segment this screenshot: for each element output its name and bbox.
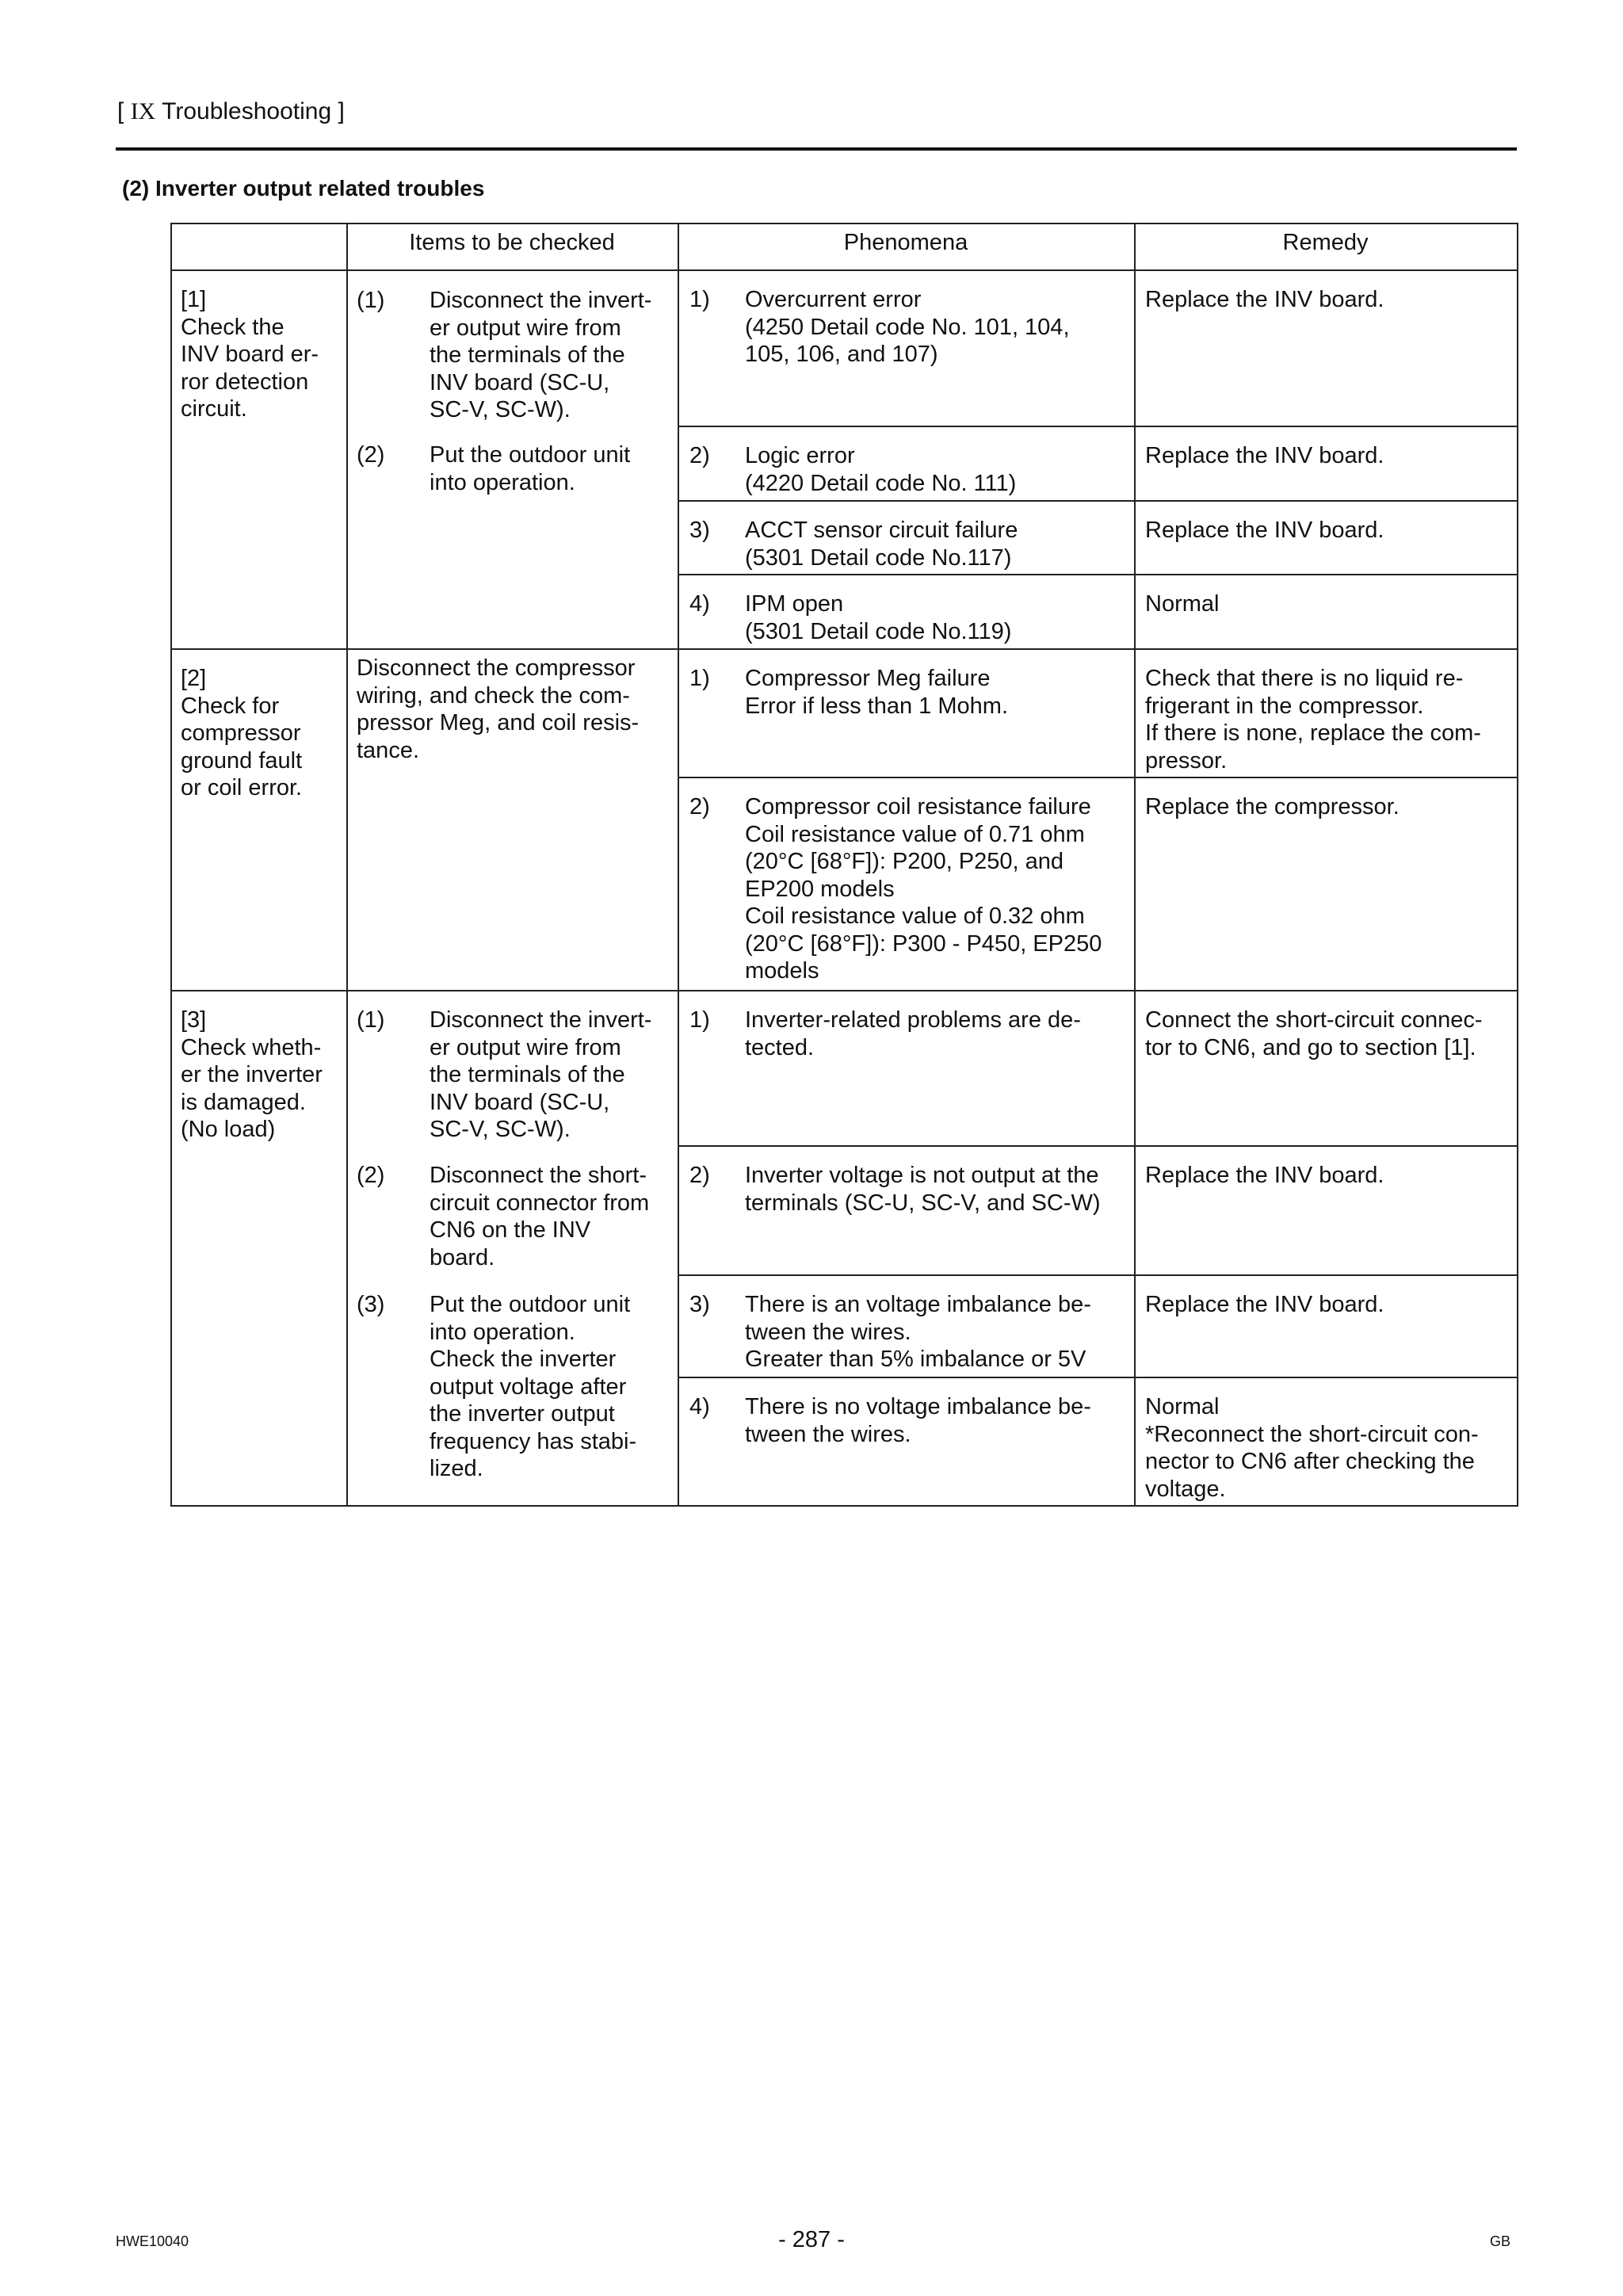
phenomenon-number: 3) — [689, 518, 710, 543]
remedy-text: Replace the INV board. — [1145, 1163, 1384, 1188]
header-bracket-open: [ — [117, 98, 124, 124]
phenomenon-text: Inverter-related problems are de- tected. — [745, 1007, 1081, 1060]
group-border — [170, 648, 1518, 650]
row-border — [678, 426, 1518, 427]
column-header: Phenomena — [843, 230, 968, 255]
remedy-text: Replace the INV board. — [1145, 443, 1384, 468]
header-row-border — [170, 269, 1518, 271]
row-border — [678, 1377, 1518, 1378]
phenomenon-text: There is no voltage imbalance be- tween the wires. — [745, 1394, 1091, 1447]
phenomenon-text: Logic error (4220 Detail code No. 111) — [745, 443, 1017, 496]
phenomenon-number: 1) — [689, 666, 710, 691]
phenomenon-text: There is an voltage imbalance be- tween the wires. Greater than 5% imbalance or 5V — [745, 1292, 1091, 1372]
chapter-number: IX — [130, 98, 156, 124]
row-border — [678, 1274, 1518, 1276]
item-text: Disconnect the short- circuit connector from CN6 on the INV board. — [430, 1163, 650, 1270]
item-number: (2) — [357, 442, 385, 468]
column-divider — [1517, 223, 1518, 1507]
remedy-text: Replace the INV board. — [1145, 1292, 1384, 1317]
remedy-text: Replace the compressor. — [1145, 794, 1400, 819]
phenomenon-text: IPM open (5301 Detail code No.119) — [745, 591, 1012, 644]
row-border — [678, 574, 1518, 575]
chapter-title: Troubleshooting — [162, 98, 332, 124]
item-text: Disconnect the invert- er output wire from the terminals of the INV board (SC-U, SC-V, SC-W). — [430, 288, 652, 422]
header-bracket-close: ] — [338, 98, 345, 124]
row-border — [678, 777, 1518, 778]
row-border — [678, 1145, 1518, 1147]
phenomenon-number: 4) — [689, 1394, 710, 1419]
item-text: Put the outdoor unit into operation. — [430, 442, 631, 495]
check-step-label: [1] Check the INV board er- ror detection circuit. — [181, 287, 319, 422]
remedy-text: Normal — [1145, 591, 1220, 617]
column-divider — [170, 223, 172, 1507]
region-code: GB — [1490, 2233, 1511, 2249]
check-step-label: [2] Check for compressor ground fault or coil error. — [181, 666, 303, 800]
column-header: Remedy — [1282, 230, 1369, 255]
table-bottom-border — [170, 1505, 1518, 1507]
row-border — [678, 500, 1518, 502]
item-text: Put the outdoor unit into operation. Check the inverter output voltage after the inverter output frequency has stabi- lized. — [430, 1292, 637, 1481]
section-title: (2) Inverter output related troubles — [122, 176, 485, 201]
column-divider — [1134, 223, 1136, 1507]
phenomenon-number: 1) — [689, 287, 710, 312]
phenomenon-text: ACCT sensor circuit failure (5301 Detail code No.117) — [745, 518, 1018, 571]
remedy-text: Check that there is no liquid re- frigerant in the compressor. If there is none, replace the com- pressor. — [1145, 666, 1481, 774]
phenomenon-number: 3) — [689, 1292, 710, 1317]
remedy-text: Normal *Reconnect the short-circuit con- nector to CN6 after checking the voltage. — [1145, 1394, 1479, 1502]
column-header: Items to be checked — [409, 230, 615, 255]
remedy-text: Replace the INV board. — [1145, 287, 1384, 312]
phenomenon-number: 1) — [689, 1007, 710, 1033]
phenomenon-number: 2) — [689, 1163, 710, 1188]
column-divider — [346, 223, 348, 1507]
phenomenon-text: Compressor Meg failure Error if less than 1 Mohm. — [745, 666, 1008, 719]
phenomenon-number: 2) — [689, 794, 710, 819]
group-border — [170, 990, 1518, 991]
phenomenon-number: 4) — [689, 591, 710, 617]
item-text: Disconnect the invert- er output wire from the terminals of the INV board (SC-U, SC-V, SC-W). — [430, 1007, 652, 1142]
phenomenon-text: Compressor coil resistance failure Coil resistance value of 0.71 ohm (20°C [68°F]): P200, P250, and EP200 models Coil resistance value of 0.32 ohm (20°C [68°F]): P300 - P450, EP250 models — [745, 794, 1102, 984]
item-number: (1) — [357, 1007, 385, 1033]
remedy-text: Connect the short-circuit connec- tor to CN6, and go to section [1]. — [1145, 1007, 1483, 1060]
phenomenon-text: Inverter voltage is not output at the terminals (SC-U, SC-V, and SC-W) — [745, 1163, 1101, 1216]
check-step-label: [3] Check wheth- er the inverter is damaged. (No load) — [181, 1007, 323, 1142]
page-number: - 287 - — [778, 2227, 845, 2252]
running-header — [117, 98, 345, 125]
phenomenon-text: Overcurrent error (4250 Detail code No. 101, 104, 105, 106, and 107) — [745, 287, 1070, 367]
document-code: HWE10040 — [116, 2233, 189, 2249]
remedy-text: Replace the INV board. — [1145, 518, 1384, 543]
item-number: (3) — [357, 1292, 385, 1317]
phenomenon-number: 2) — [689, 443, 710, 468]
item-text: Disconnect the compressor wiring, and check the com- pressor Meg, and coil resis- tance. — [357, 655, 640, 763]
table-top-border — [170, 223, 1518, 224]
item-number: (2) — [357, 1163, 385, 1188]
column-divider — [678, 223, 679, 1507]
item-number: (1) — [357, 288, 385, 313]
header-rule — [116, 147, 1517, 151]
